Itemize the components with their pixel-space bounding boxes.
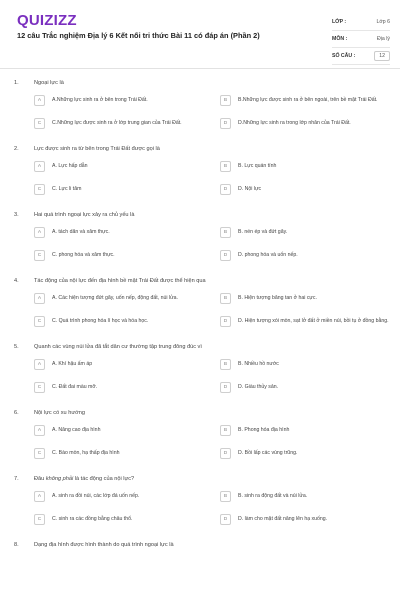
question-line	[0, 340, 400, 354]
answer-option[interactable]	[34, 247, 214, 264]
option-text: C. Đất đai màu mỡ.	[52, 384, 98, 391]
question-number: 8.	[14, 542, 19, 548]
question-text	[34, 476, 134, 482]
option-letter-box: B	[220, 95, 231, 106]
question-number: 1.	[14, 80, 19, 86]
option-text: A. Lực hấp dẫn	[52, 163, 88, 170]
option-text: C. sinh ra các đồng bằng châu thổ.	[52, 516, 133, 523]
question-line	[0, 538, 400, 552]
option-text: D. làm cho mặt đất nâng lên hạ xuống.	[238, 516, 328, 523]
option-text: C.Những lực được sinh ra ở lớp trung gian của Trái Đất.	[52, 120, 182, 127]
option-letter-box: D	[220, 382, 231, 393]
question-text-before: Đâu	[34, 476, 46, 482]
answer-option[interactable]	[34, 158, 214, 175]
option-letter-box: C	[34, 514, 45, 525]
option-text: B.Những lực được sinh ra ở bên ngoài, trên bề mặt Trái Đất.	[238, 97, 378, 104]
option-text: A. tách dãn và xâm thực.	[52, 229, 110, 236]
answer-option[interactable]	[220, 181, 400, 198]
question-line	[0, 76, 400, 90]
option-letter-box: A	[34, 359, 45, 370]
question-item	[0, 472, 400, 528]
answer-options	[34, 92, 400, 132]
option-text: C. Quá trình phong hóa lí học và hóa học.	[52, 318, 149, 325]
option-text: B. sinh ra động đất và núi lửa.	[238, 493, 308, 500]
option-letter-box: B	[220, 359, 231, 370]
meta-count-value: 12	[374, 51, 390, 61]
option-letter-box: C	[34, 382, 45, 393]
option-letter-box: A	[34, 161, 45, 172]
question-item	[0, 274, 400, 330]
question-text: Hai quá trình ngoại lực xảy ra chủ yếu là	[34, 212, 135, 218]
option-text: D. Nội lực	[238, 186, 262, 193]
meta-subject-value: Địa lý	[377, 36, 390, 42]
option-letter-box: C	[34, 184, 45, 195]
answer-option[interactable]	[34, 488, 214, 505]
question-text: Lực được sinh ra từ bên trong Trái Đất được gọi là	[34, 146, 160, 152]
option-text: B. Hiện tượng băng tan ở hai cực.	[238, 295, 317, 302]
answer-options	[34, 488, 400, 528]
option-letter-box: B	[220, 425, 231, 436]
option-text: D. Giàu thủy sản.	[238, 384, 279, 391]
option-letter-box: D	[220, 118, 231, 129]
option-letter-box: B	[220, 227, 231, 238]
answer-option[interactable]	[220, 92, 400, 109]
option-text: C. Lực li tâm	[52, 186, 82, 193]
option-letter-box: D	[220, 316, 231, 327]
answer-option[interactable]	[34, 290, 214, 307]
meta-grade-row	[332, 14, 390, 31]
answer-options	[34, 158, 400, 198]
answer-option[interactable]	[34, 92, 214, 109]
question-item	[0, 340, 400, 396]
answer-option[interactable]	[34, 422, 214, 439]
answer-options	[34, 290, 400, 330]
answer-option[interactable]	[220, 290, 400, 307]
option-letter-box: D	[220, 250, 231, 261]
option-text: D. Hiện tượng xói mòn, sạt lở đất ở miền núi, bồi tụ ở đồng bằng.	[238, 318, 389, 325]
question-line	[0, 208, 400, 222]
answer-option[interactable]	[34, 379, 214, 396]
option-letter-box: A	[34, 227, 45, 238]
question-item	[0, 142, 400, 198]
header-divider	[0, 68, 400, 69]
question-text: Dạng địa hình được hình thành do quá trình ngoại lực là	[34, 542, 174, 548]
question-item	[0, 538, 400, 552]
option-text: A. Các hiện tượng đứt gãy, uốn nếp, động đất, núi lửa.	[52, 295, 178, 302]
question-line	[0, 142, 400, 156]
option-text: C. phong hóa và xâm thực.	[52, 252, 115, 259]
option-letter-box: C	[34, 448, 45, 459]
answer-option[interactable]	[34, 181, 214, 198]
answer-option[interactable]	[34, 511, 214, 528]
question-line	[0, 274, 400, 288]
question-text: Tác động của nội lực đến địa hình bề mặt Trái Đất được thể hiện qua	[34, 278, 206, 284]
option-letter-box: D	[220, 184, 231, 195]
option-text: A. sinh ra đồi núi, các lớp đá uốn nếp.	[52, 493, 140, 500]
header	[0, 0, 400, 64]
option-letter-box: C	[34, 316, 45, 327]
answer-options	[34, 224, 400, 264]
question-text-emphasis: không phải	[45, 476, 74, 482]
page-title: 12 câu Trắc nghiệm Địa lý 6 Kết nối tri thức Bài 11 có đáp án (Phần 2)	[17, 31, 260, 40]
question-number: 3.	[14, 212, 19, 218]
question-item	[0, 406, 400, 462]
answer-option[interactable]	[220, 488, 400, 505]
option-text: C. Bào mòn, hạ thấp địa hình	[52, 450, 120, 457]
option-text: A. Nâng cao địa hình	[52, 427, 101, 434]
answer-option[interactable]	[220, 379, 400, 396]
answer-options	[34, 356, 400, 396]
answer-option[interactable]	[220, 511, 400, 528]
option-letter-box: A	[34, 293, 45, 304]
question-list	[0, 76, 400, 562]
meta-count-label: SỐ CÂU :	[332, 53, 356, 59]
option-letter-box: B	[220, 491, 231, 502]
option-text: B. Nhiều hồ nước	[238, 361, 279, 368]
question-number: 6.	[14, 410, 19, 416]
answer-option[interactable]	[220, 356, 400, 373]
answer-option[interactable]	[220, 445, 400, 462]
question-line	[0, 472, 400, 486]
question-text: Quanh các vùng núi lửa đã tắt dân cư thường tập trung đông đúc vì	[34, 344, 202, 350]
answer-options	[34, 422, 400, 462]
answer-option[interactable]	[34, 224, 214, 241]
answer-option[interactable]	[34, 356, 214, 373]
option-letter-box: B	[220, 161, 231, 172]
answer-option[interactable]	[220, 115, 400, 132]
answer-option[interactable]	[34, 313, 214, 330]
option-text: A.Những lực sinh ra ở bên trong Trái Đất.	[52, 97, 148, 104]
meta-grade-label: LỚP :	[332, 19, 347, 25]
option-letter-box: D	[220, 514, 231, 525]
answer-option[interactable]	[220, 224, 400, 241]
option-text: B. nén ép và đứt gãy.	[238, 229, 288, 236]
question-text: Ngoại lực là	[34, 80, 64, 86]
answer-option[interactable]	[220, 158, 400, 175]
question-number: 4.	[14, 278, 19, 284]
option-letter-box: A	[34, 491, 45, 502]
option-text: D.Những lực sinh ra trong lớp nhân của Trái Đất.	[238, 120, 351, 127]
answer-option[interactable]	[34, 115, 214, 132]
question-text: Nội lực có xu hướng	[34, 410, 85, 416]
meta-subject-label: MÔN :	[332, 36, 348, 42]
meta-grade-value: Lớp 6	[376, 19, 390, 25]
option-text: D. Bồi lấp các vùng trũng.	[238, 450, 298, 457]
question-item	[0, 76, 400, 132]
option-letter-box: A	[34, 425, 45, 436]
question-number: 5.	[14, 344, 19, 350]
answer-option[interactable]	[220, 422, 400, 439]
option-text: D. phong hóa và uốn nếp.	[238, 252, 298, 259]
question-text-after: là tác động của nội lực?	[73, 476, 135, 482]
option-letter-box: A	[34, 95, 45, 106]
meta-subject-row	[332, 31, 390, 48]
answer-option[interactable]	[220, 313, 400, 330]
answer-option[interactable]	[34, 445, 214, 462]
option-text: B. Lực quán tính	[238, 163, 277, 170]
meta-count-row	[332, 48, 390, 65]
question-line	[0, 406, 400, 420]
answer-option[interactable]	[220, 247, 400, 264]
option-letter-box: C	[34, 250, 45, 261]
question-number: 2.	[14, 146, 19, 152]
meta-box	[332, 14, 390, 65]
option-text: A. Khí hậu ấm áp	[52, 361, 93, 368]
question-number: 7.	[14, 476, 19, 482]
quizizz-logo[interactable]: QUIZIZZ	[17, 12, 77, 29]
option-letter-box: D	[220, 448, 231, 459]
question-item	[0, 208, 400, 264]
option-text: B. Phong hóa địa hình	[238, 427, 290, 434]
option-letter-box: C	[34, 118, 45, 129]
option-letter-box: B	[220, 293, 231, 304]
